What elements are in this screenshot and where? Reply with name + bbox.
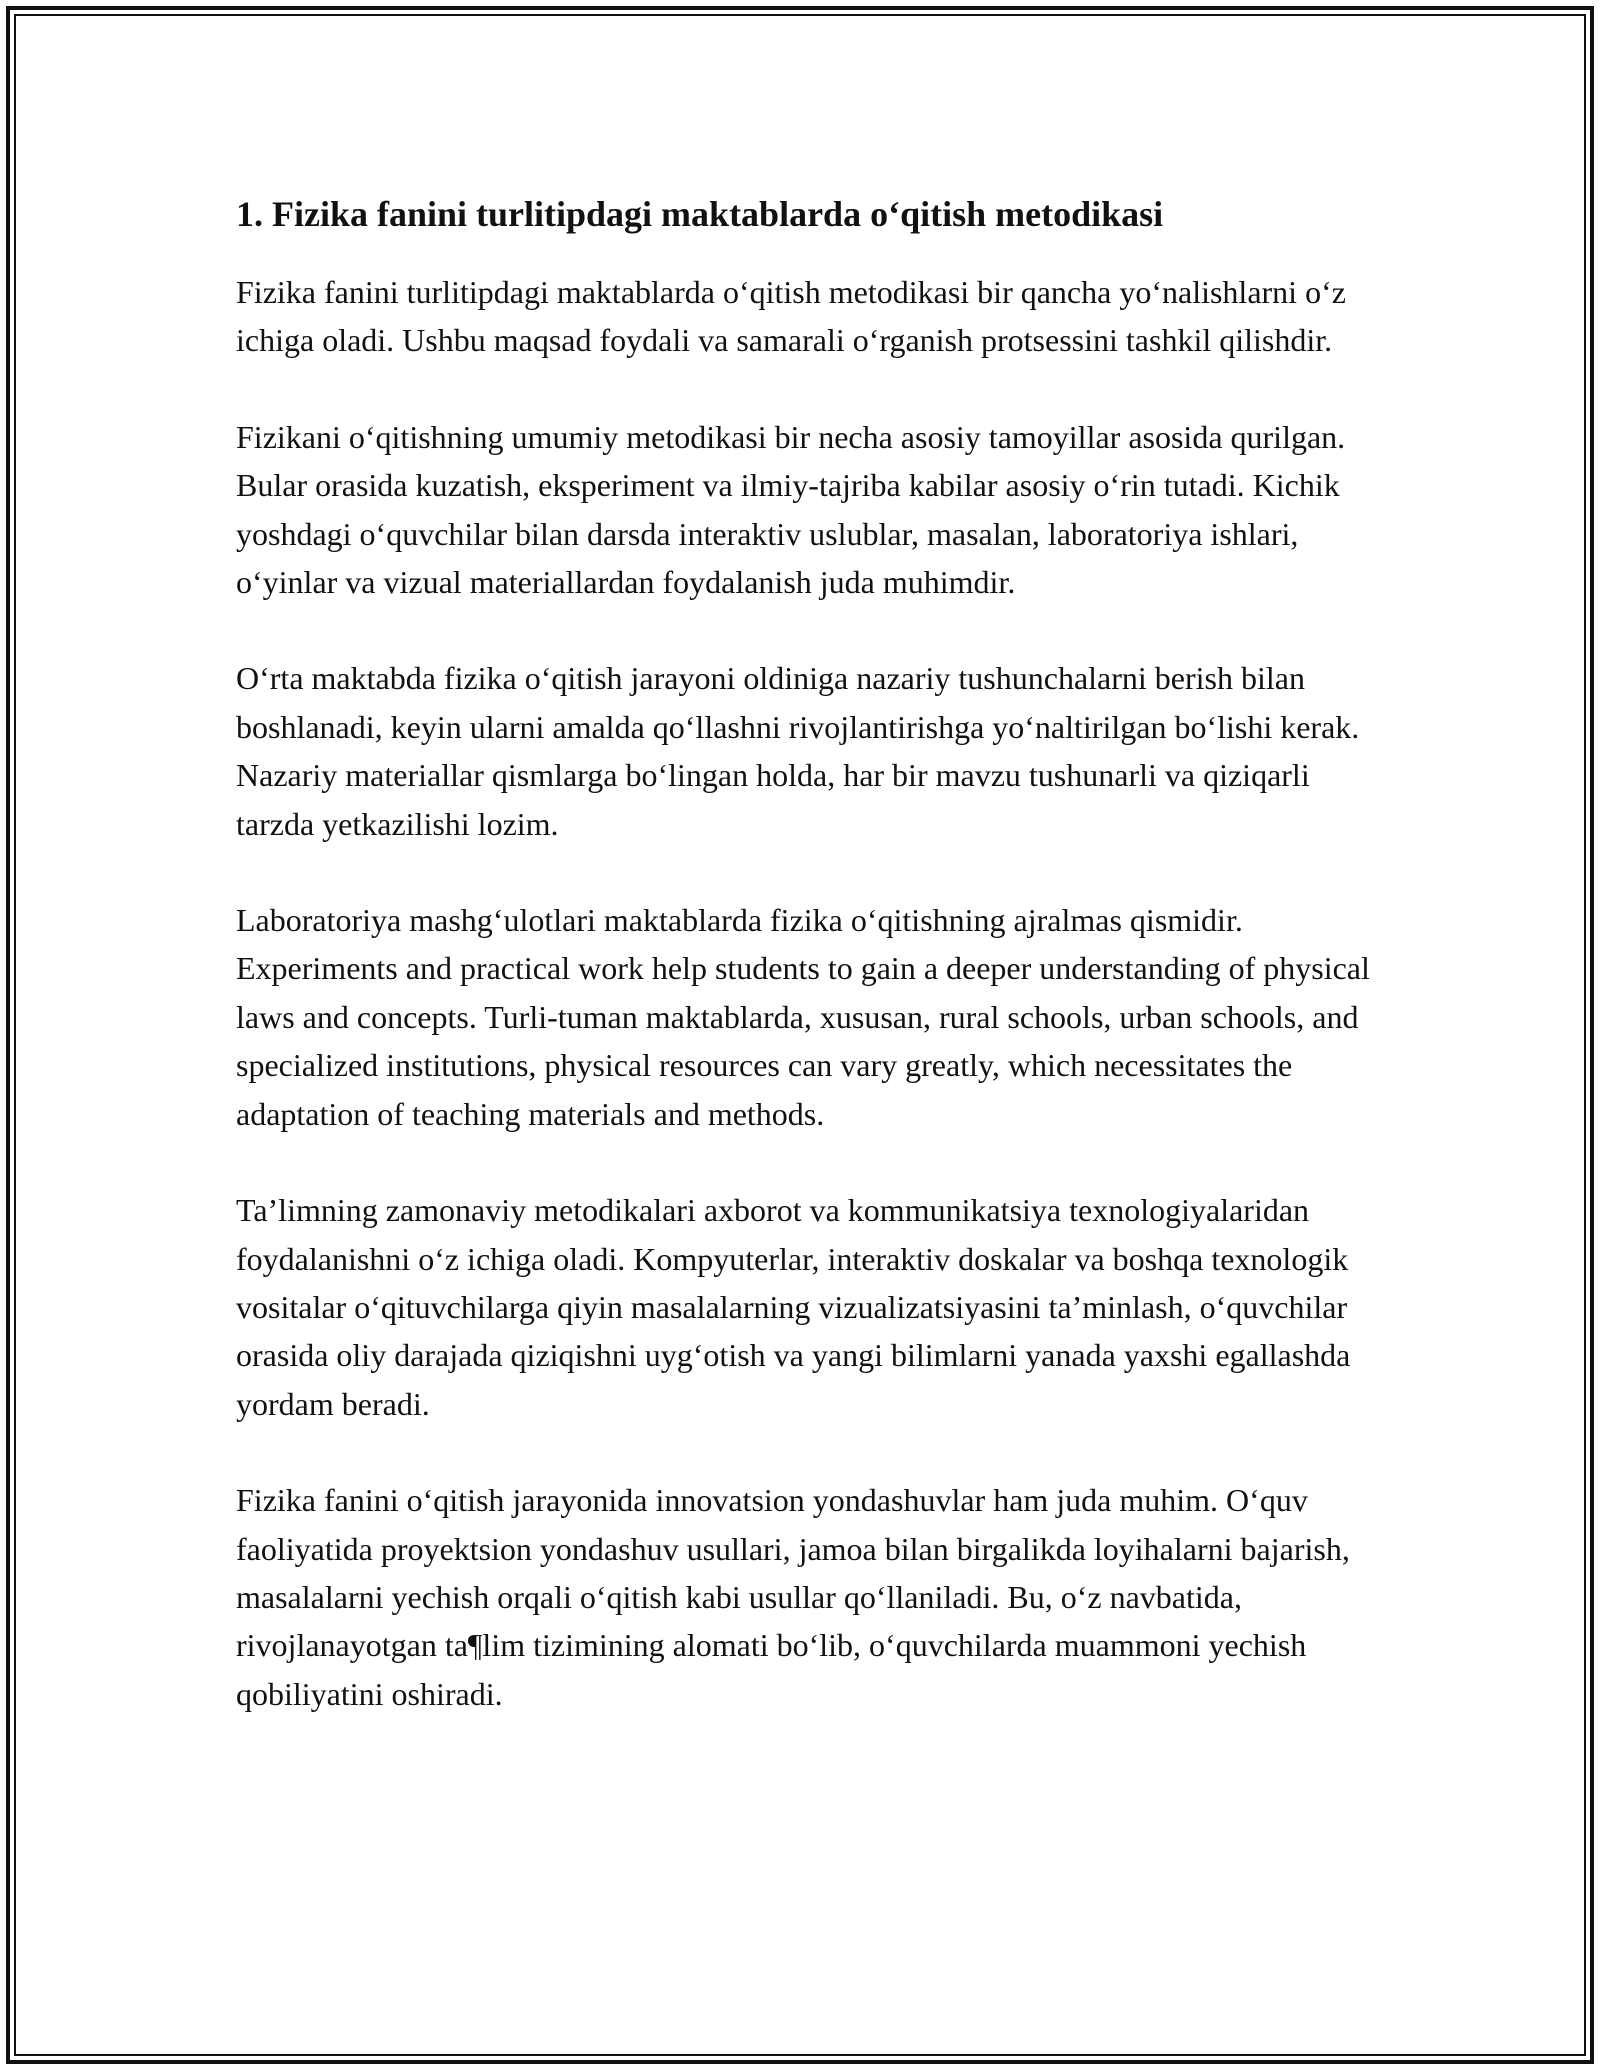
paragraph-6: Fizika fanini o‘qitish jarayonida innovatsion yondashuvlar ham juda muhim. O‘quv faoliyatida proyektsion yondashuv usullari, jamoa bilan birgalikda loyihalarni bajarish, masalalarni yechish orqali o‘qitish kabi usullar qo‘llaniladi. Bu, o‘z navbatida, rivojlanayotgan ta¶lim tizimining alomati bo‘lib, o‘quvchilarda muammoni yechish qobiliyatini oshiradi. <box>236 1482 1350 1712</box>
paragraph-4: Laboratoriya mashg‘ulotlari maktablarda fizika o‘qitishning ajralmas qismidir. Experiments and practical work help students to gain a deeper understanding of physical laws and concepts. Turli-tuman maktablarda, xususan, rural schools, urban schools, and specialized institutions, physical resources can vary greatly, which necessitates the adaptation of teaching materials and methods. <box>236 902 1370 1132</box>
paragraph-1: Fizika fanini turlitipdagi maktablarda o‘qitish metodikasi bir qancha yo‘nalishlarni o‘z ichiga oladi. Ushbu maqsad foydali va samarali o‘rganish protsessini tashkil qilishdir. <box>236 274 1346 359</box>
paragraph-3: O‘rta maktabda fizika o‘qitish jarayoni oldiniga nazariy tushunchalarni berish bilan boshlanadi, keyin ularni amalda qo‘llashni rivojlantirishga yo‘naltirilgan bo‘lishi kerak. Nazariy materiallar qismlarga bo‘lingan holda, har bir mavzu tushunarli va qiziqarli tarzda yetkazilishi lozim. <box>236 660 1360 842</box>
document-title: 1. Fizika fanini turlitipdagi maktablarda o‘qitish metodikasi <box>236 194 1164 234</box>
paragraph-2: Fizikani o‘qitishning umumiy metodikasi bir necha asosiy tamoyillar asosida qurilgan. Bular orasida kuzatish, eksperiment va ilmiy-tajriba kabilar asosiy o‘rin tutadi. Kichik yoshdagi o‘quvchilar bilan darsda interaktiv uslublar, masalan, laboratoriya ishlari, o‘yinlar va vizual materiallardan foydalanish juda muhimdir. <box>236 418 1346 601</box>
paragraph-5: Ta’limning zamonaviy metodikalari axborot va kommunikatsiya texnologiyalaridan foydalanishni o‘z ichiga oladi. Kompyuterlar, interaktiv doskalar va boshqa texnologik vositalar o‘qituvchilarga qiyin masalalarning vizualizatsiyasini ta’minlash, o‘quvchilar orasida oliy darajada qiziqishni uyg‘otish va yangi bilimlarni yanada yaxshi egallashda yordam beradi. <box>236 1192 1351 1422</box>
document-body <box>236 184 1376 1766</box>
